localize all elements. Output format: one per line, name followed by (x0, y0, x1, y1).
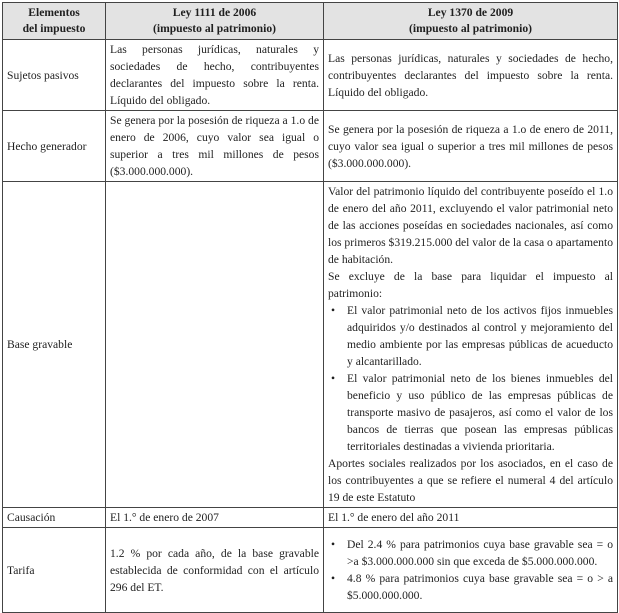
cell-ley-1370: El 1.° de enero del año 2011 (324, 508, 618, 528)
table-header (3, 3, 618, 40)
list-item (328, 536, 613, 570)
bullet-icon: • (331, 372, 336, 385)
row-label: Tarifa (3, 528, 106, 613)
header-ley-1111-line1: Ley 1111 de 2006 (172, 6, 257, 19)
header-ley-1370-line2: (impuesto al patrimonio) (408, 22, 533, 35)
table-row-tarifa (3, 528, 618, 613)
cell-ley-1111: Se genera por la posesión de riqueza a 1.o de enero de 2006, cuyo valor sea igual o superior a tres mil millones de pesos ($3.000.000.000). (106, 111, 324, 182)
cell-ley-1370 (324, 182, 618, 508)
list-item (328, 302, 613, 370)
base-exclusion-intro: Se excluye de la base para liquidar el impuesto al patrimonio: (328, 270, 613, 300)
header-row (3, 3, 618, 40)
bullet-icon: • (331, 538, 336, 551)
list-item (328, 570, 613, 604)
cell-ley-1370 (324, 528, 618, 613)
table-row-base-gravable (3, 182, 618, 508)
table-row-causacion (3, 508, 618, 528)
table-body (3, 40, 618, 613)
base-closing-text: Aportes sociales realizados por los asociados, en el caso de los contribuyentes a que se refiere el numeral 4 del artículo 19 de este Estatuto (328, 457, 613, 504)
row-label: Hecho generador (3, 111, 106, 182)
tarifa-list (328, 536, 613, 604)
cell-ley-1370: Se genera por la posesión de riqueza a 1.o de enero de 2011, cuyo valor sea igual o superior a tres mil millones de pesos ($3.000.000.000). (324, 111, 618, 182)
header-ley-1370 (324, 3, 618, 40)
cell-ley-1111 (106, 182, 324, 508)
bullet-icon: • (331, 572, 336, 585)
list-item-text: Del 2.4 % para patrimonios cuya base gravable sea = o >a $3.000.000.000 sin que exceda de $5.000.000.000. (347, 538, 613, 568)
base-intro-text: Valor del patrimonio líquido del contribuyente poseído el 1.o de enero del año 2011, excluyendo el valor patrimonial neto de las acciones poseídas en sociedades nacionales, así como los primeros $319.215.000 del valor de la casa o apartamento de habitación. (328, 185, 613, 266)
base-exclusion-list (328, 302, 613, 455)
header-ley-1111-line2: (impuesto al patrimonio) (152, 22, 277, 35)
list-item-text: El valor patrimonial neto de los activos fijos inmuebles adquiridos y/o destinados al control y mejoramiento del medio ambiente por las empresas públicas de acueducto y alcantarillado. (347, 304, 613, 368)
list-item-text: 4.8 % para patrimonios cuya base gravable sea = o > a $5.000.000.000. (347, 572, 613, 602)
cell-ley-1370: Las personas jurídicas, naturales y sociedades de hecho, contribuyentes declarantes del impuesto sobre la renta. Líquido del obligado. (324, 40, 618, 111)
cell-ley-1111: El 1.° de enero de 2007 (106, 508, 324, 528)
tax-comparison-table (2, 2, 618, 613)
table-row-sujetos-pasivos (3, 40, 618, 111)
header-elementos-line1: Elementos (28, 6, 80, 19)
row-label: Sujetos pasivos (3, 40, 106, 111)
list-item-text: El valor patrimonial neto de los bienes inmuebles del beneficio y uso público de las empresas públicas de transporte masivo de pasajeros, así como el valor de los bancos de tierras que posean las empresas públicas territoriales destinadas a vivienda prioritaria. (347, 372, 613, 453)
header-ley-1370-line1: Ley 1370 de 2009 (427, 6, 514, 19)
row-label: Base gravable (3, 182, 106, 508)
header-elementos (3, 3, 106, 40)
list-item (328, 370, 613, 455)
header-ley-1111 (106, 3, 324, 40)
bullet-icon: • (331, 304, 336, 317)
cell-ley-1111: Las personas jurídicas, naturales y sociedades de hecho, contribuyentes declarantes del impuesto sobre la renta. Líquido del obligado. (106, 40, 324, 111)
table-row-hecho-generador (3, 111, 618, 182)
row-label: Causación (3, 508, 106, 528)
header-elementos-line2: del impuesto (22, 22, 86, 35)
cell-ley-1111: 1.2 % por cada año, de la base gravable establecida de conformidad con el artículo 296 del ET. (106, 528, 324, 613)
